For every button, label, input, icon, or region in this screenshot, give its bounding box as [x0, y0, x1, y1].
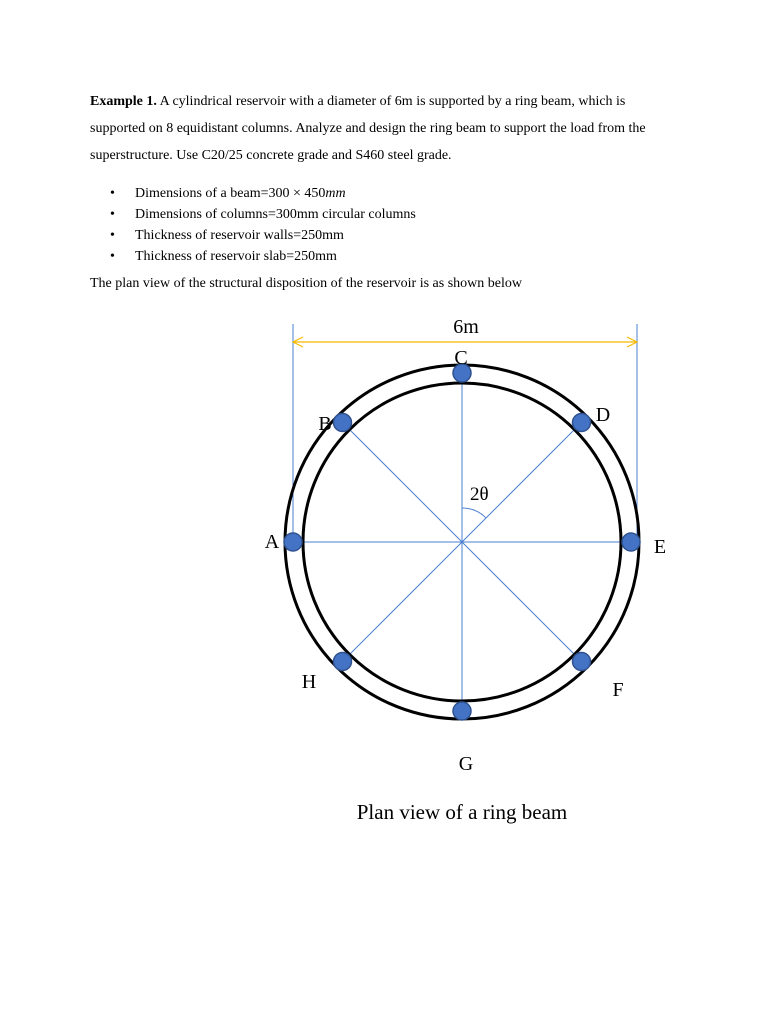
column-label-g: G	[458, 753, 474, 775]
plan-intro-text: The plan view of the structural disposition of the reservoir is as shown below	[90, 276, 522, 291]
bullet-icon: •	[110, 186, 115, 201]
column-label-f: F	[612, 679, 624, 701]
column-label-d: D	[595, 404, 611, 426]
column-label-a: A	[264, 531, 280, 553]
spec-walls-label: Thickness of reservoir walls=250mm	[135, 228, 344, 243]
column-label-c: C	[454, 347, 468, 369]
column-g	[453, 702, 471, 720]
bullet-icon: •	[110, 249, 115, 264]
column-label-h: H	[301, 671, 317, 693]
column-label-e: E	[653, 536, 667, 558]
column-e	[622, 533, 640, 551]
dimension-line-group	[293, 337, 637, 347]
diagram-caption: Plan view of a ring beam	[356, 800, 568, 824]
bullet-icon: •	[110, 207, 115, 222]
example-text: A cylindrical reservoir with a diameter of 6m is supported by a ring beam, which is supported on 8 equidistant columns. Analyze and design the ring beam to support the load from the superstructure. Use C20/25 concrete grade and S460 steel grade.	[90, 94, 646, 163]
spec-beam-value: 300 × 450	[268, 186, 326, 201]
spec-columns-label: Dimensions of columns=300mm circular columns	[135, 207, 416, 222]
column-label-b: B	[318, 413, 332, 435]
spec-beam-unit: mm	[325, 186, 346, 201]
spec-slab-label: Thickness of reservoir slab=250mm	[135, 249, 337, 264]
angle-label: 2θ	[470, 484, 489, 505]
spec-beam-label: Dimensions of a beam=	[135, 186, 269, 201]
column-d	[573, 413, 591, 431]
dimension-label: 6m	[453, 316, 479, 338]
bullet-icon: •	[110, 228, 115, 243]
column-f	[573, 653, 591, 671]
column-b	[333, 413, 351, 431]
angle-arc	[462, 508, 486, 518]
column-a	[284, 533, 302, 551]
column-h	[333, 653, 351, 671]
example-heading: Example 1.	[90, 94, 157, 109]
